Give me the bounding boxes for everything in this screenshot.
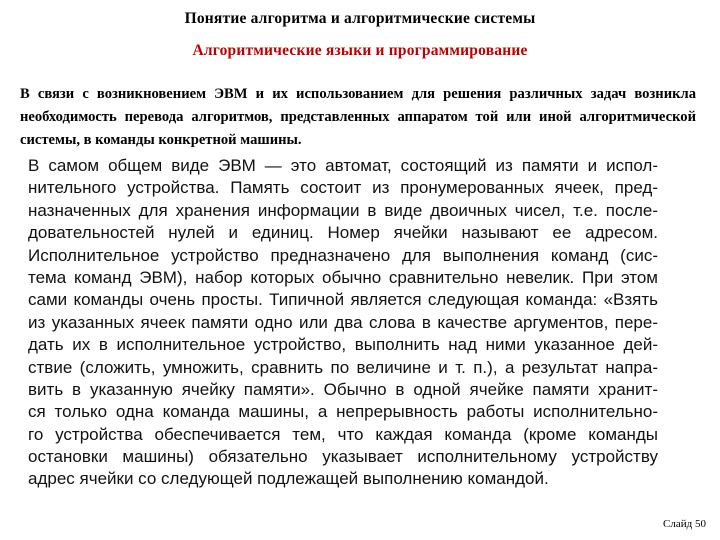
scan-line: довательностей нулей и единиц. Номер ячейки называют ее адресом. (28, 223, 658, 243)
scan-line: тема команд ЭВМ), набор которых обычно сравнительно невелик. При этом (28, 267, 658, 287)
scan-line: сами команды очень просты. Типичной является следующая команда: «Взять (28, 290, 658, 310)
scan-line: ствие (сложить, умножить, сравнить по величине и т. п.), а результат напра- (28, 357, 658, 377)
slide-title: Понятие алгоритма и алгоритмические системы (184, 10, 536, 27)
scan-line: го устройства обеспечивается тем, что каждая команда (кроме команды (28, 424, 658, 444)
slide-number: Слайд 50 (663, 518, 706, 530)
scan-line: дать их в исполнительное устройство, выполнить над ними указанное дей- (28, 335, 658, 355)
slide-subtitle: Алгоритмические языки и программирование (192, 42, 528, 59)
scan-line: нительного устройства. Память состоит из пронумерованных ячеек, пред- (28, 178, 658, 198)
scan-line: из указанных ячеек памяти одно или два слова в качестве аргументов, пере- (28, 312, 658, 332)
scan-line: вить в указанную ячейку памяти». Обычно в одной ячейке памяти хранит- (28, 379, 658, 399)
scan-line: адрес ячейки со следующей подлежащей выполнению командой. (28, 469, 549, 489)
intro-paragraph: В связи с возникновением ЭВМ и их использованием для решения различных задач возникла необходимость перевода алгоритмов, представленных аппаратом той или иной алгоритмической системы, в команды конкретной машины. (20, 86, 696, 148)
scan-line: ся только одна команда машины, а непрерывность работы исполнительно- (28, 402, 658, 422)
scan-line: остановки машины) обязательно указывает исполнительному устройству (28, 447, 658, 467)
scanned-text-block (28, 155, 658, 525)
scan-line: Исполнительное устройство предназначено для выполнения команд (сис- (28, 245, 658, 265)
scan-line: назначенных для хранения информации в виде двоичных чисел, т.е. после- (28, 200, 658, 220)
scan-line: В самом общем виде ЭВМ — это автомат, состоящий из памяти и испол- (28, 156, 658, 175)
